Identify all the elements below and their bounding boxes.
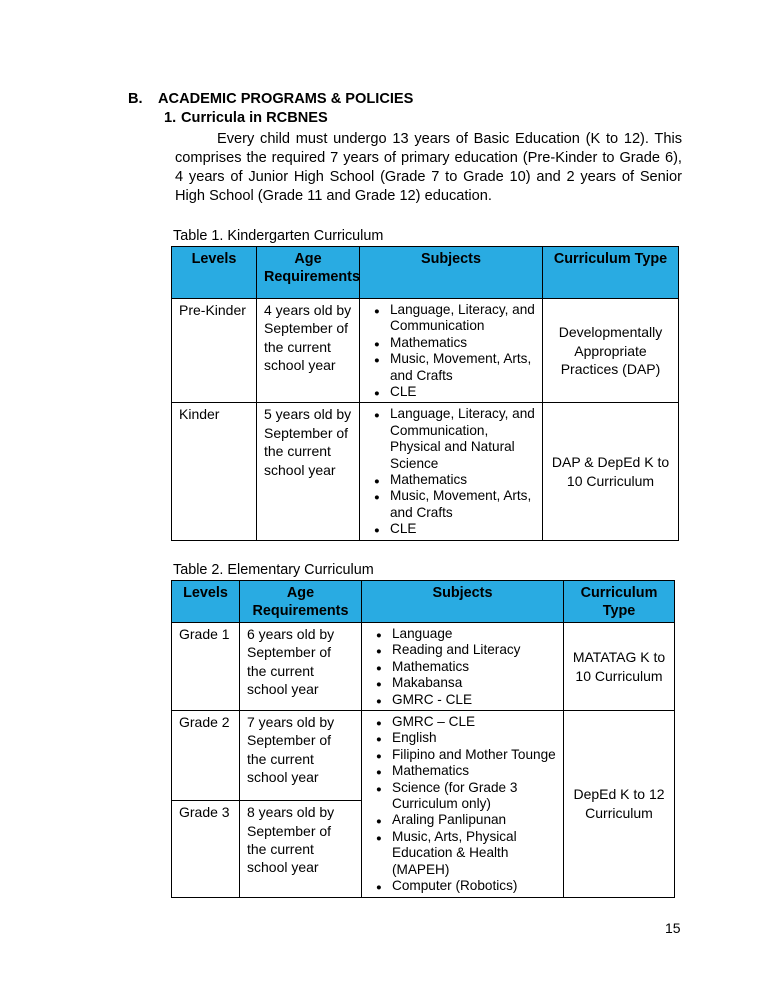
page-number: 15	[665, 920, 681, 936]
column-header-levels: Levels	[172, 581, 240, 623]
intro-paragraph: Every child must undergo 13 years of Basic Education (K to 12). This comprises the required 7 years of primary education (Pre-Kinder to Grade 6), 4 years of Junior High School (Grade 7 to Grade 10) and 2 years of Senior High School (Grade 11 and Grade 12) education.	[175, 131, 682, 204]
subject-item: ● Music, Movement, Arts, and Crafts	[372, 351, 540, 384]
curriculum-cell-merged: DepEd K to 12 Curriculum	[564, 711, 675, 897]
table1-caption: Table 1. Kindergarten Curriculum	[173, 228, 384, 244]
subject-item: ● Language, Literacy, and Communication, Physical and Natural Science	[372, 406, 540, 472]
curriculum-cell: DAP & DepEd K to 10 Curriculum	[543, 403, 679, 540]
section-heading	[128, 91, 413, 107]
sub-heading	[164, 110, 328, 126]
subject-item: ● Mathematics	[372, 335, 540, 351]
subject-item: ● Makabansa	[374, 675, 561, 691]
subject-item: ● Filipino and Mother Tounge	[374, 747, 561, 763]
column-header-curriculum: Curriculum Type	[543, 247, 679, 299]
subject-item: ● Science (for Grade 3 Curriculum only)	[374, 780, 561, 813]
column-header-age: Age Requirements	[240, 581, 362, 623]
level-cell: Grade 1	[172, 623, 240, 711]
subject-item: ● Mathematics	[374, 659, 561, 675]
level-cell: Grade 2	[172, 711, 240, 801]
subject-item: ● Mathematics	[372, 472, 540, 488]
age-cell: 6 years old by September of the current school year	[240, 623, 362, 711]
subject-item: ● GMRC - CLE	[374, 692, 561, 708]
sub-title: Curricula in RCBNES	[181, 110, 328, 126]
level-cell: Pre-Kinder	[172, 299, 257, 403]
table-row	[172, 403, 679, 540]
subject-item: ● Music, Movement, Arts, and Crafts	[372, 488, 540, 521]
subjects-cell	[360, 403, 543, 540]
subjects-cell	[360, 299, 543, 403]
table-row	[172, 711, 675, 801]
age-cell: 7 years old by September of the current school year	[240, 711, 362, 801]
subject-item: ● Language	[374, 626, 561, 642]
subject-item: ● Mathematics	[374, 763, 561, 779]
table-header-row	[172, 247, 679, 299]
column-header-curriculum: Curriculum Type	[564, 581, 675, 623]
subject-item: ● Reading and Literacy	[374, 642, 561, 658]
age-cell: 4 years old by September of the current school year	[257, 299, 360, 403]
subject-item: ● CLE	[372, 521, 540, 537]
subjects-cell	[362, 623, 564, 711]
curriculum-cell: MATATAG K to 10 Curriculum	[564, 623, 675, 711]
section-letter: B.	[128, 91, 143, 107]
elementary-curriculum-table	[171, 580, 675, 898]
subject-item: ● CLE	[372, 384, 540, 400]
table2-caption: Table 2. Elementary Curriculum	[173, 562, 374, 578]
kindergarten-curriculum-table	[171, 246, 679, 541]
sub-number: 1.	[164, 110, 177, 126]
column-header-subjects: Subjects	[362, 581, 564, 623]
age-cell: 8 years old by September of the current school year	[240, 801, 362, 897]
subject-item: ● Araling Panlipunan	[374, 812, 561, 828]
subject-item: ● English	[374, 730, 561, 746]
column-header-levels: Levels	[172, 247, 257, 299]
column-header-age: Age Requirements	[257, 247, 360, 299]
level-cell: Grade 3	[172, 801, 240, 897]
table-header-row	[172, 581, 675, 623]
subjects-cell-merged	[362, 711, 564, 897]
age-cell: 5 years old by September of the current school year	[257, 403, 360, 540]
level-cell: Kinder	[172, 403, 257, 540]
table-row	[172, 623, 675, 711]
subject-item: ● Computer (Robotics)	[374, 878, 561, 894]
column-header-subjects: Subjects	[360, 247, 543, 299]
section-title: ACADEMIC PROGRAMS & POLICIES	[158, 91, 414, 107]
table-row	[172, 299, 679, 403]
subject-item: ● Language, Literacy, and Communication	[372, 302, 540, 335]
subject-item: ● Music, Arts, Physical Education & Health (MAPEH)	[374, 829, 561, 878]
subject-item: ● GMRC – CLE	[374, 714, 561, 730]
curriculum-cell: Developmentally Appropriate Practices (DAP)	[543, 299, 679, 403]
